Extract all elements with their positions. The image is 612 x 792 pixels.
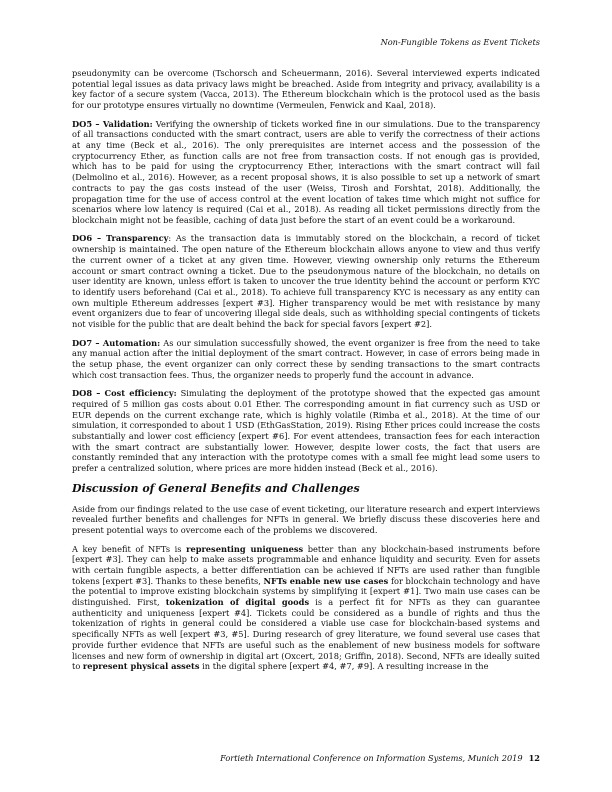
paragraph-do7-automation: [72, 338, 540, 381]
paragraph-do6-transparency: [72, 233, 540, 329]
paragraph-lead: DO5 – Validation:: [72, 118, 153, 129]
paragraph-do5-validation: [72, 119, 540, 226]
paragraph-privacy: [72, 68, 540, 111]
paragraph-text: Simulating the deployment of the prototype showed that the expected gas amount required of 5 million gas costs about 0.01 Ether. The corresponding amount in fiat currency such as USD or EUR depends on the current exchange rate, which is highly volatile (Rimba et al., 2018). At the time of our simulation, it corresponded to about 1 USD (EthGasStation, 2019). Rising Ether prices could increase the costs substantially and lower cost efficiency [expert #6]. For event attendees, transaction fees for each interaction with the smart contract are substantially lower. However, despite lower costs, the fact that users are constantly reminded that any interaction with the prototype comes with a small fee might lead some users to prefer a centralized solution, where prices are more hidden instead (Beck et al., 2016).: [72, 388, 540, 474]
paragraph-lead: DO8 – Cost efficiency:: [72, 388, 177, 399]
text-run-bold: represent physical assets: [82, 661, 200, 672]
paragraph-text: : As the transaction data is immutably stored on the blockchain, a record of ticket ownership is maintained. The open nature of the Ethereum blockchain allows anyone to view and thus verify the current owner of a ticket at any given time. However, viewing ownership only returns the Ethereum account or smart contract owning a ticket. Due to the pseudonymous nature of the blockchain, no details on user identity are known, unless effort is taken to uncover the true identity behind the account or perform KYC to identify users beforehand (Cai et al., 2018). To achieve full transparency KYC is necessary as any entity can own multiple Ethereum addresses [expert #3]. Higher transparency would be met with resistance by many event organizers due to fear of uncovering illegal side deals, such as withholding special contingents of tickets not visible for the public that are dealt behind the back for special favors [expert #2].: [72, 233, 540, 330]
paragraph-lead: DO7 – Automation:: [72, 337, 161, 348]
text-run: for blockchain technology and have the potential to improve existing blockchain systems by simplifying it [expert #1]. Two main use cases can be distinguished. First,: [72, 575, 540, 608]
text-run: A key benefit of NFTs is: [72, 543, 187, 554]
paragraph-text: pseudonymity can be overcome (Tschorsch and Scheuermann, 2016). Several interviewed experts indicated potential legal issues as data privacy laws might be breached. Aside from integrity and privacy, availability is a key factor of a secure system (Vacca, 2013). The Ethereum blockchain which is the protocol used as the basis for our prototype ensures virtually no downtime (Vermeulen, Fenwick and Kaal, 2018).: [72, 68, 540, 111]
body-text: [72, 68, 540, 680]
text-run: better than any blockchain-based instruments before [expert #3]. They can help to make assets programmable and enhance liquidity and security. Even for assets with certain fungible aspects, a better differentiation can be achieved if NFTs are used rather than fungible tokens [expert #3]. Thanks to these benefits,: [72, 543, 541, 586]
paragraph-section-intro: [72, 504, 540, 536]
paragraph-text: Verifying the ownership of tickets worked fine in our simulations. Due to the transparency of all transactions conducted with the smart contract, users are able to verify the correctness of their actions at any time (Beck et al., 2016). The only prerequisites are internet access and the possession of the cryptocurrency Ether, as function calls are not free from transaction costs. If not enough gas is provided, which has to be paid for using the cryptocurrency Ether, interactions with the smart contract will fail (Delmolino et al., 2016). However, as a recent proposal shows, it is also possible to set up a network of smart contracts to pay the gas costs instead of the user (Weiss, Tirosh and Forshtat, 2018). Additionally, the propagation time for the use of access control at the event location of takes time which might not suffice for scenarios where low latency is required (Cai et al., 2018). As reading all ticket permissions directly from the blockchain might not be feasible, caching of data just before the start of an event could be a workaround.: [72, 118, 540, 225]
paragraph-text: Aside from our findings related to the use case of event ticketing, our literature research and expert interviews revealed further benefits and challenges for NFTs in general. We briefly discuss these discoveries here and present potential ways to overcome each of the problems we discovered.: [72, 503, 540, 535]
text-run-bold: representing uniqueness: [186, 543, 304, 554]
page-footer: [220, 753, 540, 763]
running-header: Non-Fungible Tokens as Event Tickets: [380, 37, 540, 47]
page-number: 12: [528, 753, 540, 763]
paragraph-lead: DO6 – Transparency: [72, 233, 169, 244]
paragraph-do8-cost-efficiency: [72, 388, 540, 474]
text-run: in the digital sphere [expert #4, #7, #9]. A resulting increase in the: [199, 661, 489, 672]
text-run-bold: tokenization of digital goods: [165, 597, 310, 608]
section-heading: Discussion of General Benefits and Challenges: [72, 481, 360, 495]
conference-name: Fortieth International Conference on Information Systems, Munich 2019: [220, 753, 523, 763]
paragraph-text: As our simulation successfully showed, the event organizer is free from the need to take any manual action after the initial deployment of the smart contract. However, in case of errors being made in the setup phase, the event organizer can only correct these by sending transactions to the smart contracts which cost transaction fees. Thus, the organizer needs to properly fund the account in advance.: [72, 337, 540, 380]
text-run-bold: NFTs enable new use cases: [263, 575, 389, 586]
text-run: is a perfect fit for NFTs as they can guarantee authenticity and uniqueness [expert #4]. Tickets could be considered as a bundle of rights and thus the tokenization of rights in general could be considered a viable use case for blockchain-based systems and specifically NFTs as well [expert #3, #5]. During research of grey literature, we found several use cases that provide further evidence that NFTs are useful such as the enablement of new business models for software licenses and new form of ownership in digital art (Oxcert, 2018; Griffin, 2018). Second, NFTs are ideally suited to: [72, 597, 540, 672]
paragraph-key-benefits: [72, 544, 540, 672]
